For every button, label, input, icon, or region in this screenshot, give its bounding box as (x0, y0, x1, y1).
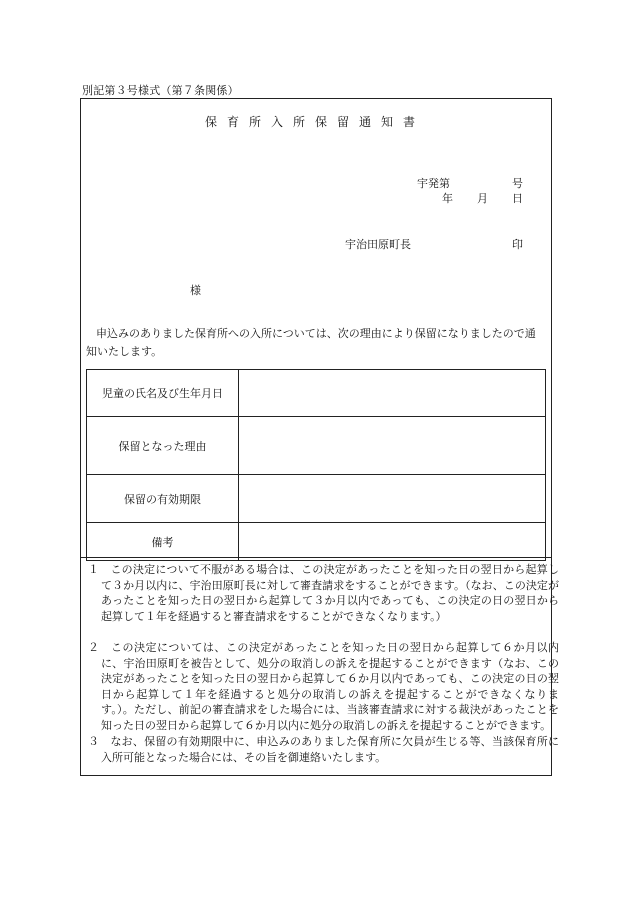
info-table (86, 369, 546, 561)
notice-body: 申込みのありました保育所への入所については、次の理由により保留になりましたので通知いたします。 (86, 327, 536, 358)
row-label-reason: 保留となった理由 (87, 417, 239, 475)
note-2: ２ この決定については、この決定があったことを知った日の翌日から起算して６か月以内に、宇治田原町を被告として、処分の取消しの訴えを提起することができます（なお、この決定があったことを知った日の翌日から起算して６か月以内であっても、この決定の日の翌日から起算して１年を経過すると処分の取消しの訴えを提起することができなくなります。）。ただし、前記の審査請求をした場合には、当該審査請求に対する裁決があったことを知った日の翌日から起算して６か月以内に処分の取消しの訴えを提起することができます。 (88, 641, 559, 732)
row-value-reason (239, 417, 546, 475)
date-year: 年 (442, 192, 453, 205)
row-label-validity-period: 保留の有効期限 (87, 475, 239, 523)
document-title: 保育所入所保留通知書 (204, 115, 425, 129)
row-value-child-name-birthdate (239, 370, 546, 417)
table-row (87, 475, 546, 523)
document-number-suffix: 号 (512, 177, 523, 190)
document-number-prefix: 宇発第 (417, 177, 450, 190)
note-3: ３ なお、保留の有効期限中に、申込みのありました保育所に欠員が生じる等、当該保育所に入所可能となった場合には、その旨を御連絡いたします。 (88, 735, 559, 764)
table-row (87, 370, 546, 417)
note-1: １ この決定について不服がある場合は、この決定があったことを知った日の翌日から起算して３か月以内に、宇治田原町長に対して審査請求をすることができます。（なお、この決定があったことを知った日の翌日から起算して３か月以内であっても、この決定の日の翌日から起算して１年を経過すると審査請求をすることができなくなります。） (88, 563, 559, 623)
row-value-remarks (239, 523, 546, 561)
table-row (87, 523, 546, 561)
row-label-child-name-birthdate: 児童の氏名及び生年月日 (87, 370, 239, 417)
seal-mark: 印 (512, 238, 523, 251)
date-month: 月 (477, 192, 488, 205)
row-label-remarks: 備考 (87, 523, 239, 561)
row-value-validity-period (239, 475, 546, 523)
date-day: 日 (512, 192, 523, 205)
recipient-suffix: 様 (190, 284, 201, 297)
table-row (87, 417, 546, 475)
issuer-name: 宇治田原町長 (345, 238, 411, 251)
form-identifier: 別記第３号様式（第７条関係） (82, 84, 239, 97)
